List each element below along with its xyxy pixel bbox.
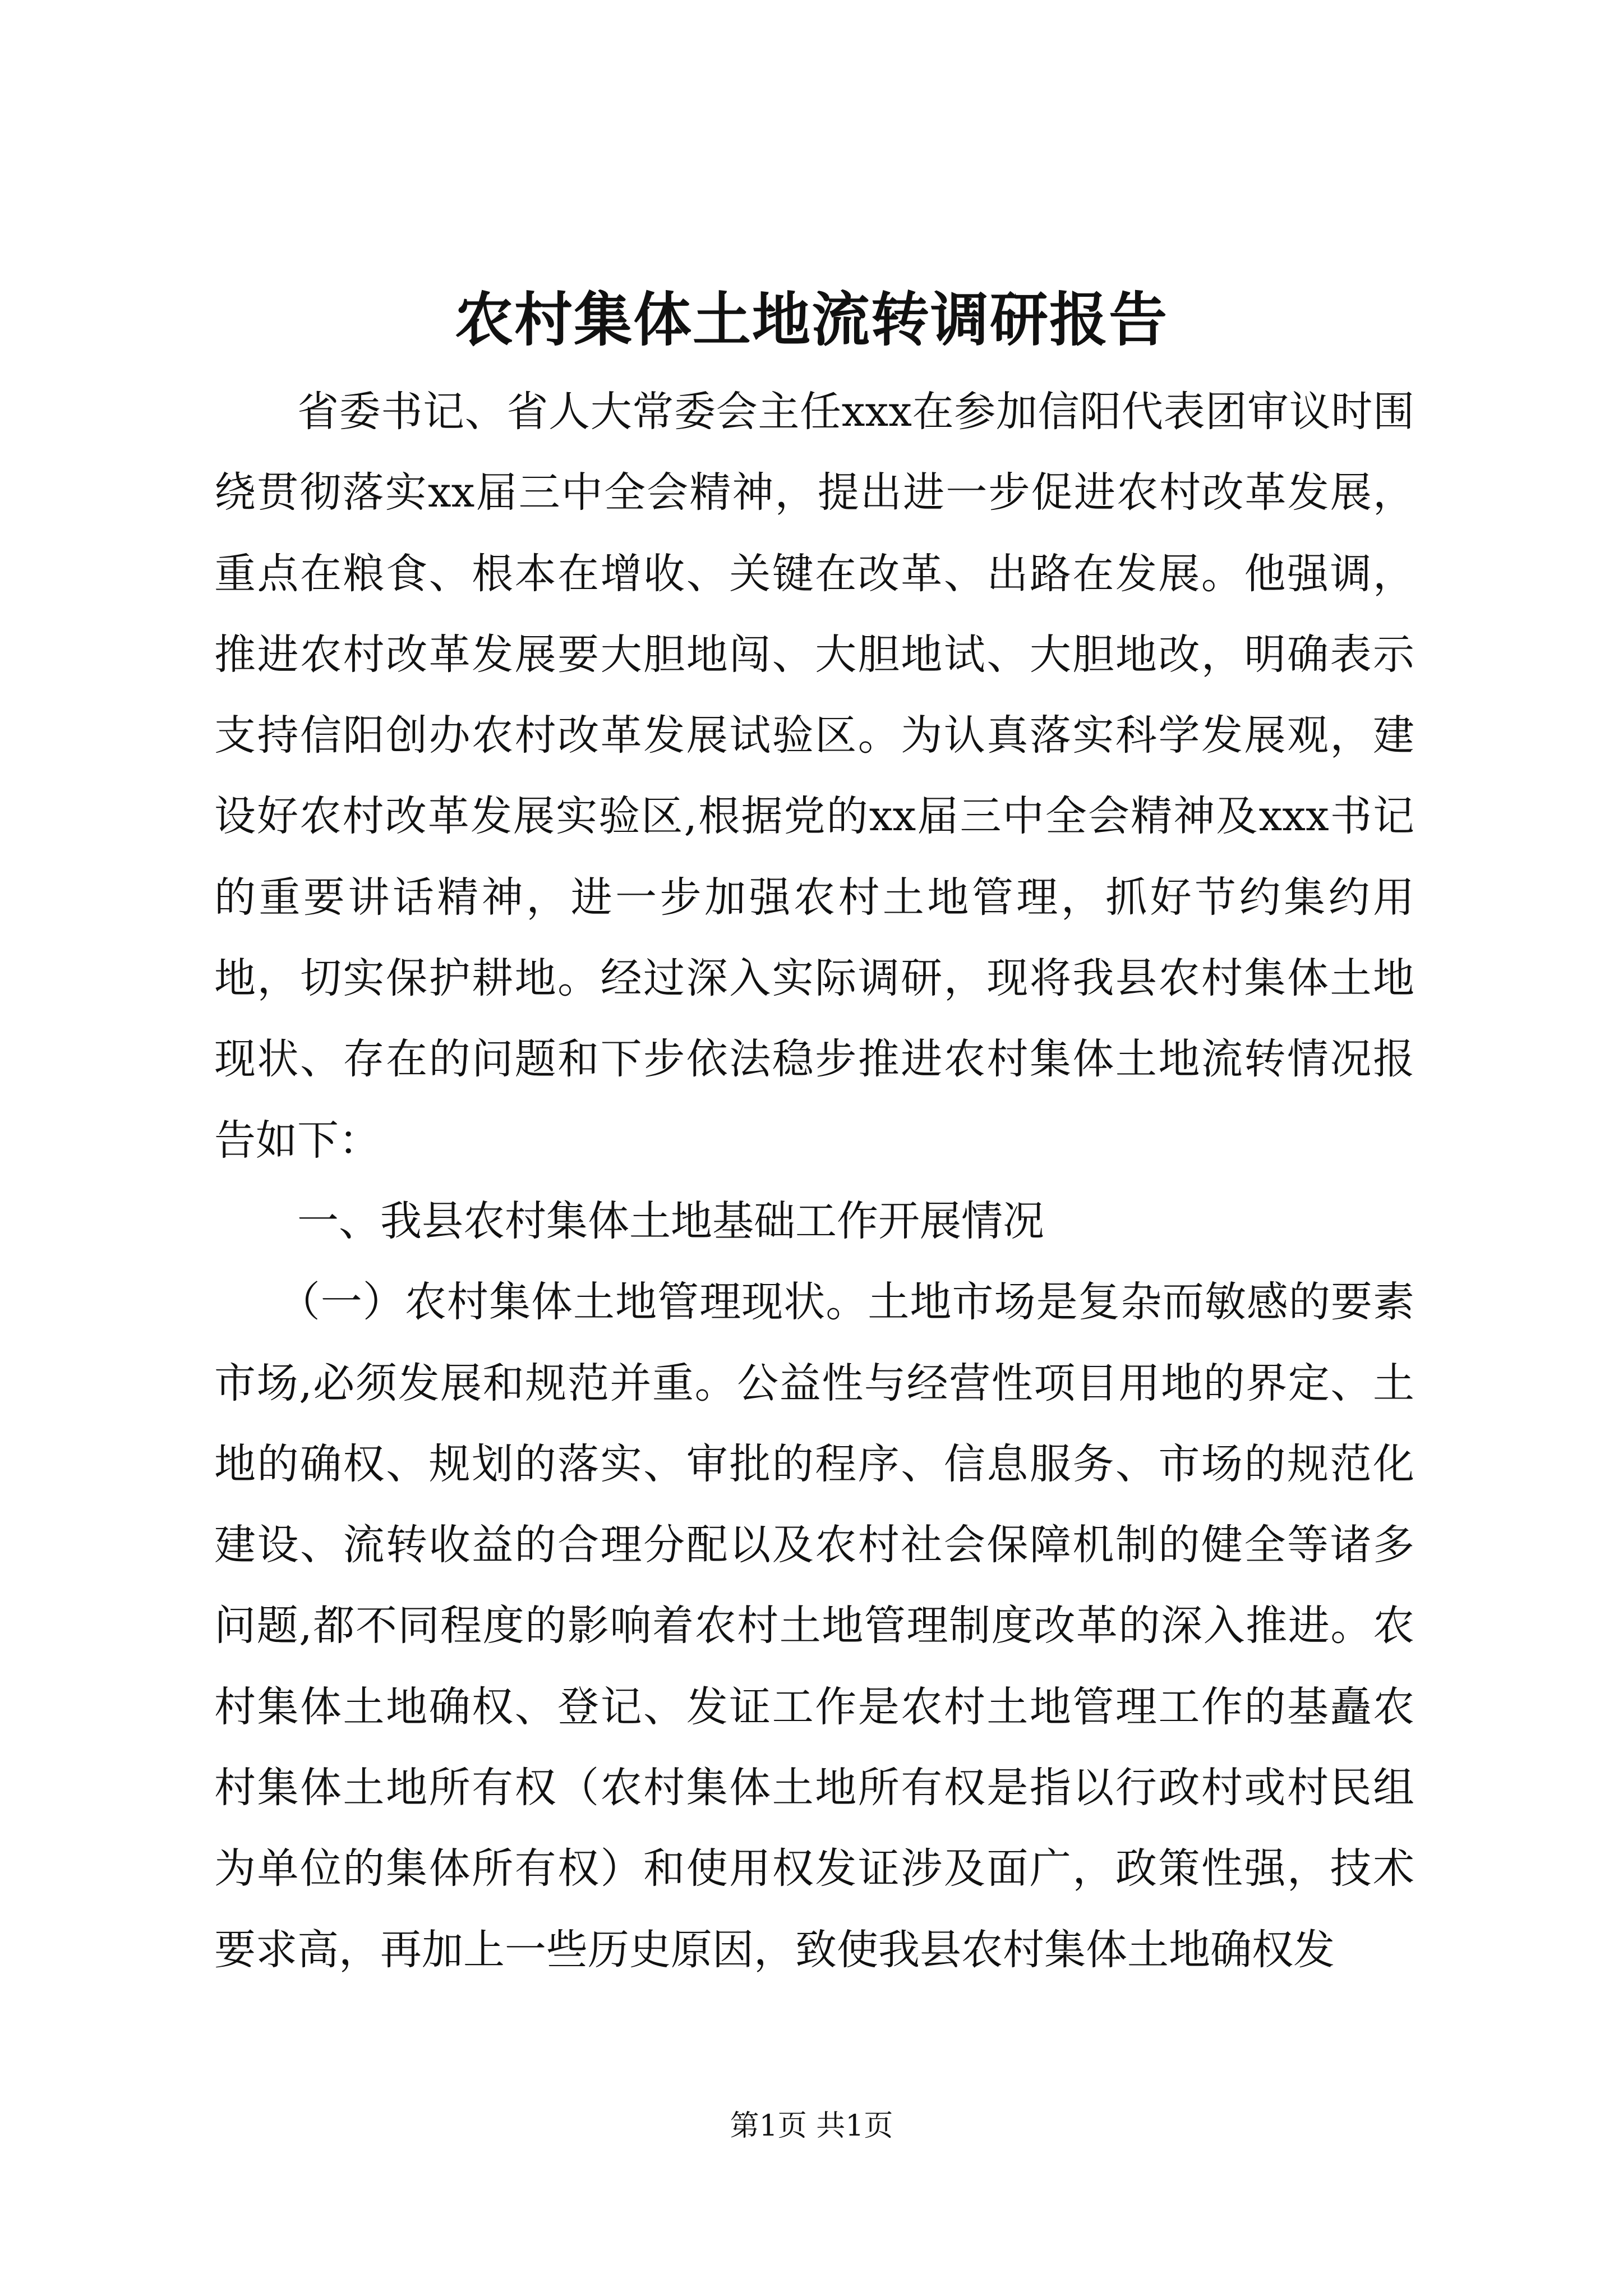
section-heading: 一、我县农村集体土地基础工作开展情况 xyxy=(297,1197,1044,1245)
page-footer: 第1页 共1页 xyxy=(730,2109,893,2143)
subsection-paragraph: （一）农村集体土地管理现状。土地市场是复杂而敏感的要素市场,必须发展和规范并重。公益性与经营性项目用地的界定、土地的确权、规划的落实、审批的程序、信息服务、市场的规范化建设、流转收益的合理分配以及农村社会保障机制的健全等诸多问题,都不同程度的影响着农村土地管理制度改革的深入推进。农村集体土地确权、登记、发证工作是农村土地管理工作的基矗农村集体土地所有权（农村集体土地所有权是指以行政村或村民组为单位的集体所有权）和使用权发证涉及面广，政策性强，技术要求高，再加上一些历史原因，致使我县农村集体土地确权发 xyxy=(214,1278,1414,1974)
document-title: 农村集体土地流转调研报告 xyxy=(454,285,1168,354)
intro-paragraph: 省委书记、省人大常委会主任xxx在参加信阳代表团审议时围绕贯彻落实xx届三中全会精神，提出进一步促进农村改革发展，重点在粮食、根本在增收、关键在改革、出路在发展。他强调，推进农村改革发展要大胆地闯、大胆地试、大胆地改，明确表示支持信阳创办农村改革发展试验区。为认真落实科学发展观，建设好农村改革发展实验区,根据党的xx届三中全会精神及xxx书记的重要讲话精神，进一步加强农村土地管理，抓好节约集约用地，切实保护耕地。经过深入实际调研，现将我县农村集体土地现状、存在的问题和下步依法稳步推进农村集体土地流转情况报告如下： xyxy=(214,388,1414,1165)
document-body xyxy=(214,371,1414,1990)
